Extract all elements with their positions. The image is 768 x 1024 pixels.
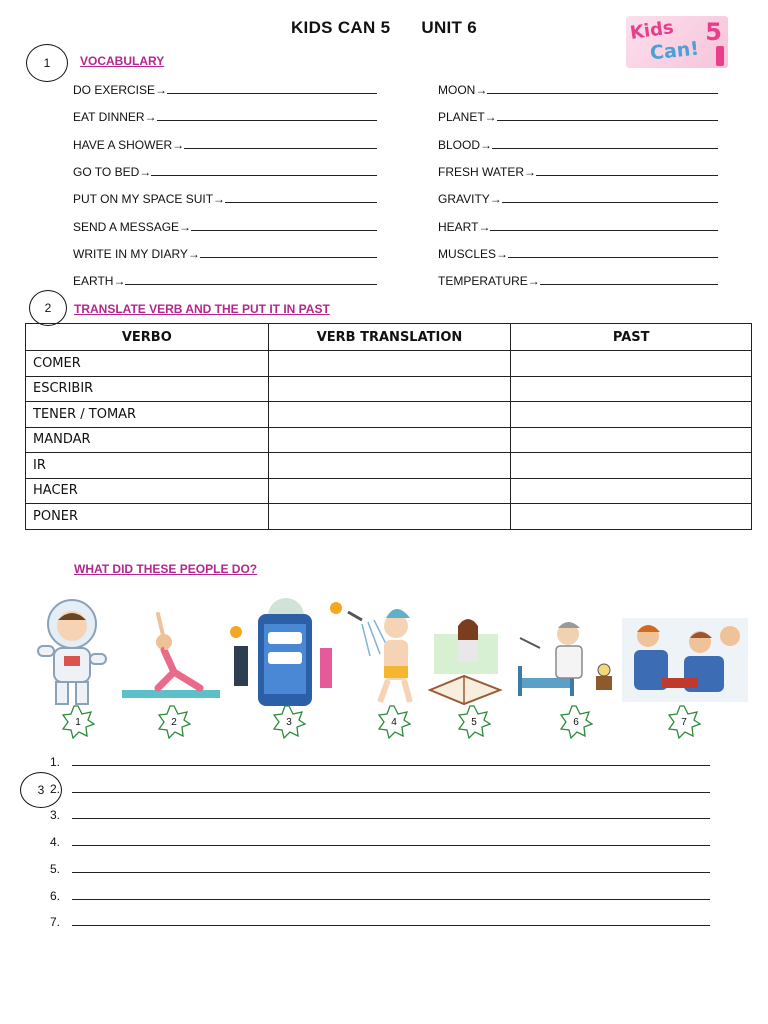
- logo-word-can: Can!: [648, 37, 700, 65]
- vocabulary-word: GO TO BED→: [73, 164, 152, 179]
- column-header: VERBO: [26, 324, 269, 351]
- answer-blank-line[interactable]: [151, 164, 377, 176]
- picture-number-star: [457, 705, 491, 739]
- yoga-exercise-illustration: [118, 596, 224, 710]
- vocabulary-item: [73, 109, 377, 124]
- answer-number: 3.: [50, 808, 61, 823]
- vocabulary-item: [73, 82, 377, 97]
- vocabulary-word: BLOOD→: [438, 137, 493, 152]
- answer-line-row: [50, 835, 710, 849]
- answer-blank-line[interactable]: [191, 219, 377, 231]
- answer-line-row: [50, 782, 710, 796]
- section-number-circle: 2: [29, 290, 67, 326]
- vocabulary-word: GRAVITY→: [438, 192, 502, 207]
- picture-number-label: 4: [391, 716, 397, 728]
- title-unit: UNIT 6: [421, 18, 478, 37]
- column-header: PAST: [511, 324, 752, 351]
- translation-cell[interactable]: [268, 504, 511, 530]
- vocabulary-item: [73, 137, 377, 152]
- table-row: [26, 427, 752, 453]
- answer-number: 5.: [50, 861, 61, 876]
- answer-blank-line[interactable]: [72, 864, 710, 873]
- vocabulary-word: FRESH WATER→: [438, 164, 536, 179]
- picture-number-star: [157, 705, 191, 739]
- past-cell[interactable]: [511, 504, 752, 530]
- verb-table: [25, 323, 752, 530]
- answer-blank-line[interactable]: [125, 273, 377, 285]
- vocabulary-word: EAT DINNER→: [73, 110, 157, 125]
- past-cell[interactable]: [511, 402, 752, 428]
- table-row: [26, 376, 752, 402]
- vocabulary-word: SEND A MESSAGE→: [73, 219, 192, 234]
- vocabulary-word: MUSCLES→: [438, 246, 509, 261]
- logo-number: 5: [705, 18, 722, 46]
- picture-number-label: 5: [471, 716, 477, 728]
- section-number-circle: 1: [26, 44, 68, 82]
- past-cell[interactable]: [511, 453, 752, 479]
- verb-cell: ESCRIBIR: [26, 376, 269, 402]
- translation-cell[interactable]: [268, 351, 511, 377]
- vocabulary-item: [438, 191, 718, 206]
- eating-dinner-illustration: [622, 596, 748, 710]
- verb-cell: HACER: [26, 478, 269, 504]
- section-heading-vocabulary: VOCABULARY: [80, 54, 165, 68]
- vocabulary-item: [438, 82, 718, 97]
- answer-blank-line[interactable]: [200, 246, 377, 258]
- answer-number: 6.: [50, 888, 61, 903]
- translation-cell[interactable]: [268, 427, 511, 453]
- answer-blank-line[interactable]: [72, 757, 710, 766]
- table-row: [26, 351, 752, 377]
- past-cell[interactable]: [511, 427, 752, 453]
- answer-blank-line[interactable]: [72, 837, 710, 846]
- answer-number: 7.: [50, 915, 61, 930]
- past-cell[interactable]: [511, 351, 752, 377]
- past-cell[interactable]: [511, 376, 752, 402]
- table-row: [26, 478, 752, 504]
- answer-blank-line[interactable]: [184, 137, 377, 149]
- logo-bar-decoration: [716, 46, 724, 66]
- answer-blank-line[interactable]: [72, 891, 710, 900]
- vocabulary-item: [438, 246, 718, 261]
- answer-blank-line[interactable]: [490, 219, 718, 231]
- answer-blank-line[interactable]: [167, 82, 377, 94]
- picture-number-star: [377, 705, 411, 739]
- answer-line-row: [50, 915, 710, 929]
- picture-number-star: [667, 705, 701, 739]
- picture-number-star: [559, 705, 593, 739]
- translation-cell[interactable]: [268, 376, 511, 402]
- table-header-row: [26, 324, 752, 351]
- vocabulary-word: PLANET→: [438, 110, 497, 125]
- answer-blank-line[interactable]: [72, 810, 710, 819]
- section-number-circle: 3: [20, 772, 62, 808]
- vocabulary-item: [73, 273, 377, 288]
- section-heading-what-did: WHAT DID THESE PEOPLE DO?: [74, 562, 258, 576]
- vocabulary-item: [73, 246, 377, 261]
- answer-number: 2.: [50, 781, 61, 796]
- vocabulary-item: [438, 273, 718, 288]
- section-heading-translate: TRANSLATE VERB AND THE PUT IT IN PAST: [74, 302, 330, 316]
- past-cell[interactable]: [511, 478, 752, 504]
- vocabulary-item: [438, 164, 718, 179]
- vocabulary-word: HAVE A SHOWER→: [73, 137, 185, 152]
- translation-cell[interactable]: [268, 453, 511, 479]
- picture-number-star: [272, 705, 306, 739]
- waking-up-illustration: [510, 596, 618, 710]
- table-row: [26, 504, 752, 530]
- answer-blank-line[interactable]: [72, 784, 710, 793]
- vocabulary-item: [73, 191, 377, 206]
- table-row: [26, 402, 752, 428]
- picture-number-label: 7: [681, 716, 687, 728]
- vocabulary-word: DO EXERCISE→: [73, 83, 168, 97]
- verb-cell: MANDAR: [26, 427, 269, 453]
- answer-blank-line[interactable]: [508, 246, 718, 258]
- picture-number-label: 3: [286, 716, 292, 728]
- vocabulary-item: [73, 219, 377, 234]
- answer-blank-line[interactable]: [540, 273, 718, 285]
- logo-word-kids: Kids: [628, 17, 675, 44]
- diary-writing-illustration: [428, 596, 504, 710]
- answer-blank-line[interactable]: [72, 917, 710, 926]
- answer-blank-line[interactable]: [487, 82, 718, 94]
- answer-blank-line[interactable]: [492, 137, 718, 149]
- answer-blank-line[interactable]: [536, 164, 718, 176]
- vocabulary-word: PUT ON MY SPACE SUIT→: [73, 192, 226, 207]
- answer-line-row: [50, 755, 710, 769]
- answer-blank-line[interactable]: [497, 109, 718, 121]
- translation-cell[interactable]: [268, 478, 511, 504]
- vocabulary-word: EARTH→: [73, 274, 126, 289]
- verb-cell: TENER / TOMAR: [26, 402, 269, 428]
- verb-cell: IR: [26, 453, 269, 479]
- vocabulary-item: [438, 109, 718, 124]
- translation-cell[interactable]: [268, 402, 511, 428]
- vocabulary-word: WRITE IN MY DIARY→: [73, 246, 200, 261]
- answer-line-row: [50, 808, 710, 822]
- picture-number-label: 6: [573, 716, 579, 728]
- answer-number: 1.: [50, 755, 61, 769]
- vocabulary-word: TEMPERATURE→: [438, 274, 540, 289]
- shower-illustration: [344, 596, 422, 710]
- picture-number-star: [61, 705, 95, 739]
- phone-messages-illustration: [224, 596, 348, 710]
- picture-number-label: 1: [75, 716, 81, 728]
- answer-line-row: [50, 862, 710, 876]
- vocabulary-item: [438, 219, 718, 234]
- answer-number: 4.: [50, 835, 61, 850]
- table-row: [26, 453, 752, 479]
- verb-cell: PONER: [26, 504, 269, 530]
- answer-blank-line[interactable]: [502, 191, 718, 203]
- answer-line-row: [50, 889, 710, 903]
- answer-blank-line[interactable]: [225, 191, 377, 203]
- kids-can-logo: [626, 16, 728, 68]
- picture-number-label: 2: [171, 716, 177, 728]
- vocabulary-item: [438, 137, 718, 152]
- answer-blank-line[interactable]: [157, 109, 377, 121]
- title-course: KIDS CAN 5: [290, 18, 391, 37]
- vocabulary-word: MOON→: [438, 83, 488, 97]
- astronaut-illustration: [28, 596, 118, 710]
- vocabulary-word: HEART→: [438, 219, 491, 234]
- vocabulary-item: [73, 164, 377, 179]
- column-header: VERB TRANSLATION: [268, 324, 511, 351]
- verb-cell: COMER: [26, 351, 269, 377]
